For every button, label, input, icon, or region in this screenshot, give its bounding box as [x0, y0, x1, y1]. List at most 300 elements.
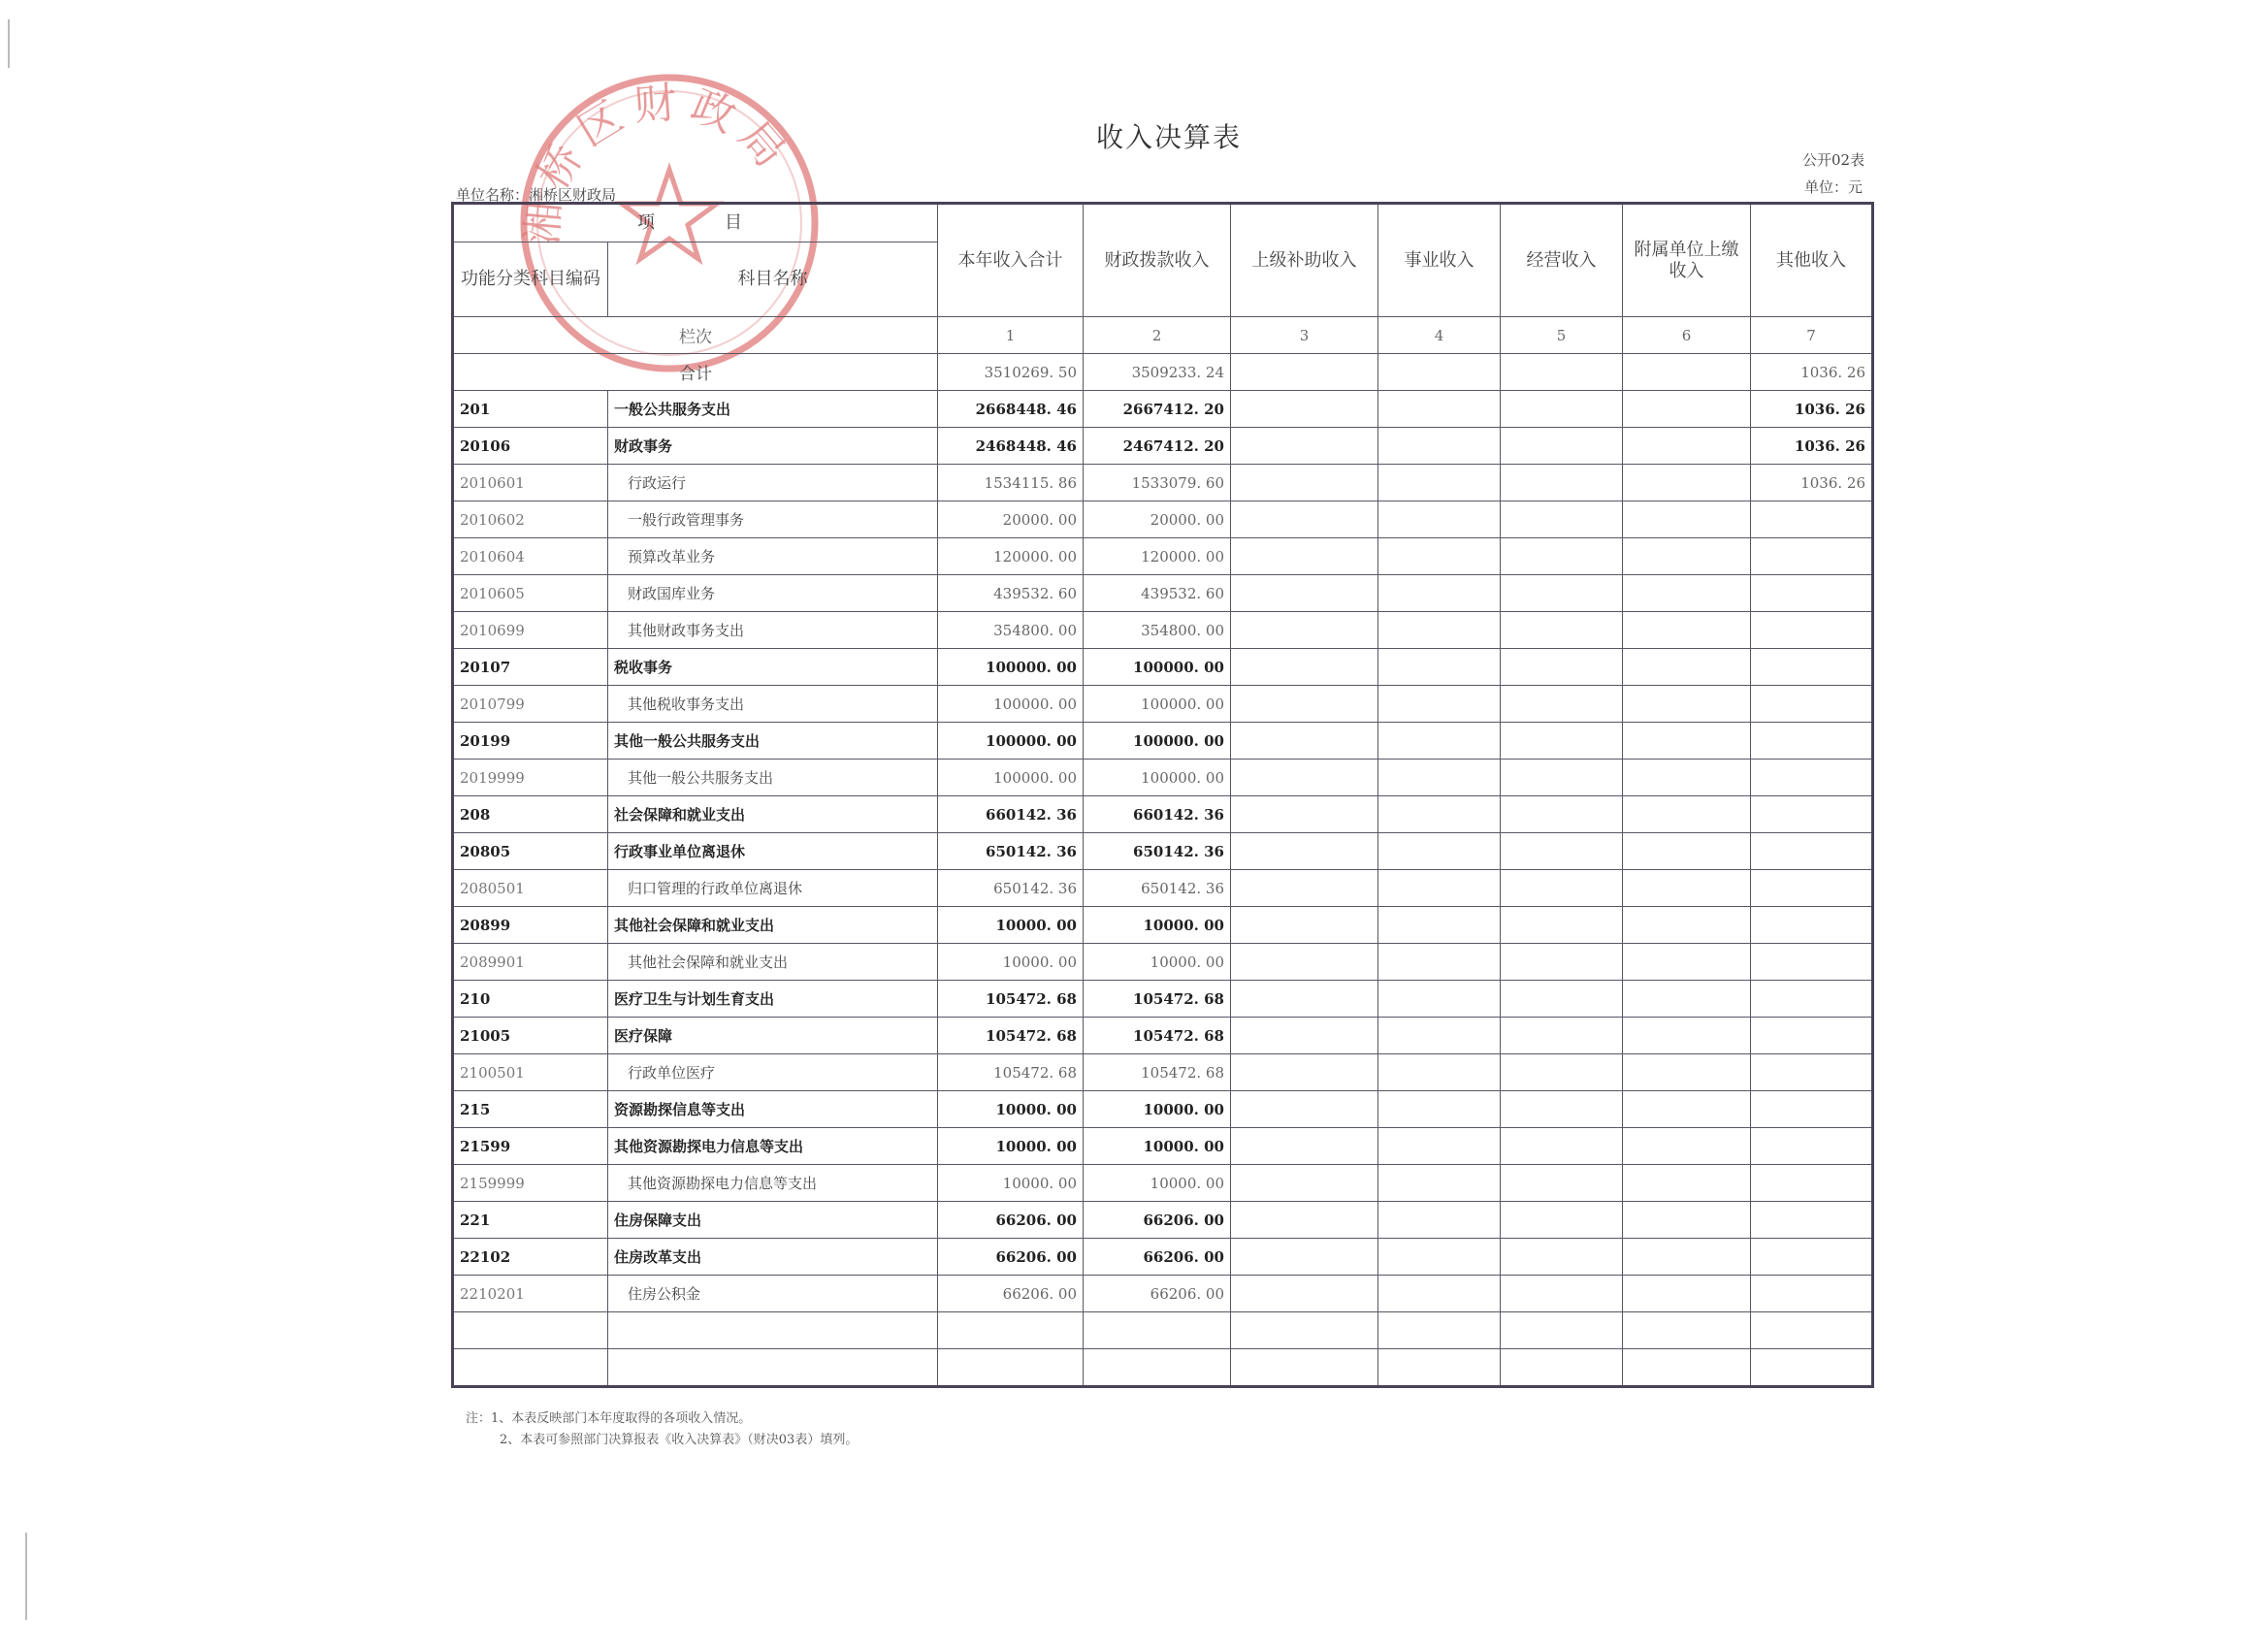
empty-row: [453, 1349, 1873, 1387]
row-v2: 650142. 36: [1084, 833, 1231, 870]
row-v5: [1501, 1276, 1623, 1312]
row-v5: [1501, 1054, 1623, 1091]
row-v7: [1751, 723, 1873, 760]
table-row: [453, 428, 1873, 465]
row-v5: [1501, 501, 1623, 538]
row-v7: [1751, 907, 1873, 944]
row-v3: [1231, 391, 1378, 428]
row-v2: 439532. 60: [1084, 575, 1231, 612]
row-v6: [1623, 465, 1751, 501]
row-v6: [1623, 1276, 1751, 1312]
row-v7: [1751, 1165, 1873, 1202]
row-v4: [1378, 686, 1501, 723]
row-v7: [1751, 501, 1873, 538]
row-v6: [1623, 833, 1751, 870]
row-code: 2010605: [453, 575, 608, 612]
row-code: 21005: [453, 1018, 608, 1054]
total-v7: 1036. 26: [1751, 354, 1873, 391]
row-v2: 66206. 00: [1084, 1239, 1231, 1276]
row-v2: 2467412. 20: [1084, 428, 1231, 465]
col-num: 7: [1751, 317, 1873, 354]
row-name: 预算改革业务: [608, 538, 938, 575]
row-v6: [1623, 612, 1751, 649]
row-v3: [1231, 796, 1378, 833]
row-v4: [1378, 428, 1501, 465]
row-v1: 105472. 68: [938, 1054, 1084, 1091]
row-name: 税收事务: [608, 649, 938, 686]
row-v5: [1501, 649, 1623, 686]
row-v3: [1231, 833, 1378, 870]
row-name: 其他财政事务支出: [608, 612, 938, 649]
row-v2: 1533079. 60: [1084, 465, 1231, 501]
row-v2: 66206. 00: [1084, 1202, 1231, 1239]
row-code: 2159999: [453, 1165, 608, 1202]
col-num: 2: [1084, 317, 1231, 354]
scan-artifact: [8, 19, 10, 68]
row-v7: [1751, 649, 1873, 686]
row-v3: [1231, 1165, 1378, 1202]
row-v7: [1751, 944, 1873, 981]
total-v3: [1231, 354, 1378, 391]
row-code: 208: [453, 796, 608, 833]
row-v3: [1231, 907, 1378, 944]
row-v1: 100000. 00: [938, 723, 1084, 760]
row-code: 221: [453, 1202, 608, 1239]
row-code: 20805: [453, 833, 608, 870]
table-row: [453, 833, 1873, 870]
table-row: [453, 649, 1873, 686]
table-row: [453, 907, 1873, 944]
row-v4: [1378, 907, 1501, 944]
row-v5: [1501, 391, 1623, 428]
row-v1: 1534115. 86: [938, 465, 1084, 501]
row-v6: [1623, 391, 1751, 428]
row-name: 财政国库业务: [608, 575, 938, 612]
row-v5: [1501, 796, 1623, 833]
empty-cell: [453, 1349, 608, 1387]
row-v1: 100000. 00: [938, 760, 1084, 796]
row-code: 22102: [453, 1239, 608, 1276]
table-row: [453, 796, 1873, 833]
row-v5: [1501, 723, 1623, 760]
row-v1: 10000. 00: [938, 1165, 1084, 1202]
row-v1: 10000. 00: [938, 1091, 1084, 1128]
row-v2: 10000. 00: [1084, 1091, 1231, 1128]
row-v4: [1378, 723, 1501, 760]
empty-cell: [1501, 1312, 1623, 1349]
row-name: 其他一般公共服务支出: [608, 760, 938, 796]
row-v4: [1378, 981, 1501, 1018]
page-title: 收入决算表: [1096, 121, 1243, 153]
row-v5: [1501, 907, 1623, 944]
row-v5: [1501, 1091, 1623, 1128]
row-name: 社会保障和就业支出: [608, 796, 938, 833]
row-v1: 650142. 36: [938, 833, 1084, 870]
row-v1: 66206. 00: [938, 1239, 1084, 1276]
row-v3: [1231, 1202, 1378, 1239]
row-v2: 105472. 68: [1084, 1054, 1231, 1091]
row-v3: [1231, 1091, 1378, 1128]
col-header-4: 事业收入: [1378, 204, 1501, 317]
row-v5: [1501, 944, 1623, 981]
row-v3: [1231, 1018, 1378, 1054]
empty-cell: [608, 1312, 938, 1349]
note-1: 注：1、本表反映部门本年度取得的各项收入情况。: [466, 1411, 752, 1426]
row-code: 2210201: [453, 1276, 608, 1312]
row-v1: 2468448. 46: [938, 428, 1084, 465]
row-v2: 100000. 00: [1084, 649, 1231, 686]
row-v6: [1623, 723, 1751, 760]
row-v2: 20000. 00: [1084, 501, 1231, 538]
empty-cell: [938, 1349, 1084, 1387]
row-v2: 100000. 00: [1084, 760, 1231, 796]
row-v4: [1378, 1054, 1501, 1091]
row-name: 其他资源勘探电力信息等支出: [608, 1165, 938, 1202]
row-v1: 10000. 00: [938, 1128, 1084, 1165]
row-v3: [1231, 1239, 1378, 1276]
table-row: [453, 981, 1873, 1018]
row-v6: [1623, 760, 1751, 796]
currency-unit: 单位：元: [1804, 178, 1863, 196]
row-v7: [1751, 1128, 1873, 1165]
table-row: [453, 538, 1873, 575]
row-v4: [1378, 1091, 1501, 1128]
row-v7: [1751, 760, 1873, 796]
row-v3: [1231, 1276, 1378, 1312]
row-v7: [1751, 1018, 1873, 1054]
row-code: 21599: [453, 1128, 608, 1165]
total-row: [453, 354, 1873, 391]
table-row: [453, 686, 1873, 723]
row-v6: [1623, 1165, 1751, 1202]
row-label: 栏次: [453, 317, 938, 354]
row-v5: [1501, 870, 1623, 907]
row-v1: 100000. 00: [938, 686, 1084, 723]
table-row: [453, 723, 1873, 760]
row-v1: 10000. 00: [938, 944, 1084, 981]
row-v3: [1231, 1128, 1378, 1165]
empty-cell: [1501, 1349, 1623, 1387]
row-name: 医疗卫生与计划生育支出: [608, 981, 938, 1018]
empty-cell: [1084, 1349, 1231, 1387]
row-v7: [1751, 1276, 1873, 1312]
row-v5: [1501, 428, 1623, 465]
row-v6: [1623, 1091, 1751, 1128]
row-name: 其他社会保障和就业支出: [608, 907, 938, 944]
code-header: 功能分类科目编码: [453, 242, 608, 317]
row-name: 住房改革支出: [608, 1239, 938, 1276]
col-header-3: 上级补助收入: [1231, 204, 1378, 317]
row-v1: 660142. 36: [938, 796, 1084, 833]
income-statement-table: [451, 202, 1874, 1388]
row-v3: [1231, 760, 1378, 796]
row-v1: 105472. 68: [938, 1018, 1084, 1054]
row-v6: [1623, 870, 1751, 907]
row-code: 2010699: [453, 612, 608, 649]
table-row: [453, 1091, 1873, 1128]
row-name: 资源勘探信息等支出: [608, 1091, 938, 1128]
row-v6: [1623, 1239, 1751, 1276]
col-header-6: 附属单位上缴收入: [1623, 204, 1751, 317]
name-header: 科目名称: [608, 242, 938, 317]
empty-cell: [1084, 1312, 1231, 1349]
table-row: [453, 760, 1873, 796]
row-v3: [1231, 575, 1378, 612]
empty-cell: [453, 1312, 608, 1349]
row-v5: [1501, 575, 1623, 612]
row-code: 2080501: [453, 870, 608, 907]
row-v6: [1623, 686, 1751, 723]
col-num: 4: [1378, 317, 1501, 354]
total-v1: 3510269. 50: [938, 354, 1084, 391]
row-v4: [1378, 796, 1501, 833]
empty-cell: [1378, 1312, 1501, 1349]
row-v5: [1501, 538, 1623, 575]
table-row: [453, 1018, 1873, 1054]
row-v1: 10000. 00: [938, 907, 1084, 944]
row-v7: [1751, 981, 1873, 1018]
table-row: [453, 1202, 1873, 1239]
row-v7: 1036. 26: [1751, 428, 1873, 465]
row-code: 2010604: [453, 538, 608, 575]
row-v4: [1378, 1276, 1501, 1312]
row-v4: [1378, 870, 1501, 907]
col-header-7: 其他收入: [1751, 204, 1873, 317]
row-code: 20107: [453, 649, 608, 686]
row-code: 2019999: [453, 760, 608, 796]
row-v6: [1623, 575, 1751, 612]
row-v3: [1231, 944, 1378, 981]
row-v3: [1231, 538, 1378, 575]
row-v6: [1623, 1018, 1751, 1054]
row-v7: 1036. 26: [1751, 391, 1873, 428]
row-code: 2089901: [453, 944, 608, 981]
row-v2: 10000. 00: [1084, 1128, 1231, 1165]
empty-cell: [938, 1312, 1084, 1349]
table-row: [453, 465, 1873, 501]
row-code: 2010602: [453, 501, 608, 538]
row-v5: [1501, 1165, 1623, 1202]
row-v4: [1378, 760, 1501, 796]
row-name: 行政单位医疗: [608, 1054, 938, 1091]
col-num: 6: [1623, 317, 1751, 354]
row-code: 215: [453, 1091, 608, 1128]
svg-text:湘桥区财政局: 湘桥区财政局: [517, 77, 801, 247]
row-v2: 120000. 00: [1084, 538, 1231, 575]
col-num: 5: [1501, 317, 1623, 354]
row-v5: [1501, 833, 1623, 870]
row-v7: [1751, 686, 1873, 723]
row-v6: [1623, 981, 1751, 1018]
row-v3: [1231, 465, 1378, 501]
row-v4: [1378, 501, 1501, 538]
row-v7: [1751, 575, 1873, 612]
row-v5: [1501, 1128, 1623, 1165]
row-name: 医疗保障: [608, 1018, 938, 1054]
row-v4: [1378, 1239, 1501, 1276]
form-number: 公开02表: [1802, 151, 1865, 169]
row-v4: [1378, 575, 1501, 612]
row-v1: 2668448. 46: [938, 391, 1084, 428]
row-v1: 100000. 00: [938, 649, 1084, 686]
row-name: 住房保障支出: [608, 1202, 938, 1239]
footnotes: [466, 1408, 858, 1451]
row-code: 20899: [453, 907, 608, 944]
table-row: [453, 944, 1873, 981]
row-v6: [1623, 907, 1751, 944]
row-v1: 650142. 36: [938, 870, 1084, 907]
row-v4: [1378, 649, 1501, 686]
row-code: 2100501: [453, 1054, 608, 1091]
project-header: 项 目: [453, 204, 938, 242]
row-v7: [1751, 1202, 1873, 1239]
row-code: 2010799: [453, 686, 608, 723]
total-v6: [1623, 354, 1751, 391]
row-v3: [1231, 612, 1378, 649]
row-v1: 20000. 00: [938, 501, 1084, 538]
row-v2: 660142. 36: [1084, 796, 1231, 833]
row-v2: 66206. 00: [1084, 1276, 1231, 1312]
row-code: 20106: [453, 428, 608, 465]
table-row: [453, 1239, 1873, 1276]
row-v7: [1751, 1091, 1873, 1128]
empty-cell: [1751, 1349, 1873, 1387]
row-name: 归口管理的行政单位离退休: [608, 870, 938, 907]
row-code: 201: [453, 391, 608, 428]
table-row: [453, 501, 1873, 538]
row-name: 行政事业单位离退休: [608, 833, 938, 870]
row-v4: [1378, 391, 1501, 428]
col-num: 3: [1231, 317, 1378, 354]
row-v2: 100000. 00: [1084, 723, 1231, 760]
row-v7: [1751, 796, 1873, 833]
empty-row: [453, 1312, 1873, 1349]
row-v6: [1623, 1128, 1751, 1165]
row-v7: [1751, 612, 1873, 649]
row-v7: [1751, 870, 1873, 907]
empty-cell: [608, 1349, 938, 1387]
row-v6: [1623, 649, 1751, 686]
row-name: 其他资源勘探电力信息等支出: [608, 1128, 938, 1165]
row-v1: 105472. 68: [938, 981, 1084, 1018]
col-num: 1: [938, 317, 1084, 354]
table-row: [453, 1128, 1873, 1165]
row-v4: [1378, 1165, 1501, 1202]
row-v1: 354800. 00: [938, 612, 1084, 649]
row-v5: [1501, 686, 1623, 723]
row-name: 其他税收事务支出: [608, 686, 938, 723]
row-v6: [1623, 538, 1751, 575]
empty-cell: [1231, 1349, 1378, 1387]
row-name: 行政运行: [608, 465, 938, 501]
row-v6: [1623, 796, 1751, 833]
empty-cell: [1231, 1312, 1378, 1349]
row-v7: [1751, 833, 1873, 870]
row-v7: [1751, 538, 1873, 575]
empty-cell: [1623, 1312, 1751, 1349]
row-name: 财政事务: [608, 428, 938, 465]
row-v3: [1231, 501, 1378, 538]
row-code: 20199: [453, 723, 608, 760]
row-name: 一般行政管理事务: [608, 501, 938, 538]
row-v2: 650142. 36: [1084, 870, 1231, 907]
header-row-1: [453, 204, 1873, 242]
row-v6: [1623, 428, 1751, 465]
row-code: 2010601: [453, 465, 608, 501]
column-number-row: [453, 317, 1873, 354]
row-v4: [1378, 1018, 1501, 1054]
total-v2: 3509233. 24: [1084, 354, 1231, 391]
row-v2: 100000. 00: [1084, 686, 1231, 723]
row-v3: [1231, 1054, 1378, 1091]
row-v4: [1378, 612, 1501, 649]
row-v4: [1378, 833, 1501, 870]
row-v1: 439532. 60: [938, 575, 1084, 612]
row-v3: [1231, 428, 1378, 465]
row-v2: 10000. 00: [1084, 1165, 1231, 1202]
row-name: 住房公积金: [608, 1276, 938, 1312]
row-name: 其他社会保障和就业支出: [608, 944, 938, 981]
scan-artifact: [25, 1533, 27, 1620]
table-row: [453, 575, 1873, 612]
row-v5: [1501, 465, 1623, 501]
row-v2: 354800. 00: [1084, 612, 1231, 649]
table-row: [453, 612, 1873, 649]
row-v5: [1501, 760, 1623, 796]
row-v5: [1501, 1018, 1623, 1054]
total-label: 合计: [453, 354, 938, 391]
row-name: 一般公共服务支出: [608, 391, 938, 428]
row-v1: 66206. 00: [938, 1276, 1084, 1312]
row-v3: [1231, 981, 1378, 1018]
table-row: [453, 1276, 1873, 1312]
note-2: 2、本表可参照部门决算报表《收入决算表》（财决03表）填列。: [500, 1433, 859, 1447]
table-row: [453, 391, 1873, 428]
row-v7: 1036. 26: [1751, 465, 1873, 501]
table-row: [453, 1165, 1873, 1202]
row-v2: 105472. 68: [1084, 981, 1231, 1018]
row-v2: 10000. 00: [1084, 944, 1231, 981]
row-v4: [1378, 465, 1501, 501]
row-v3: [1231, 686, 1378, 723]
row-v5: [1501, 612, 1623, 649]
empty-cell: [1623, 1349, 1751, 1387]
row-v7: [1751, 1239, 1873, 1276]
empty-cell: [1378, 1349, 1501, 1387]
row-v2: 2667412. 20: [1084, 391, 1231, 428]
row-v3: [1231, 723, 1378, 760]
row-v6: [1623, 944, 1751, 981]
row-v4: [1378, 1128, 1501, 1165]
row-v2: 10000. 00: [1084, 907, 1231, 944]
row-name: 其他一般公共服务支出: [608, 723, 938, 760]
row-v1: 66206. 00: [938, 1202, 1084, 1239]
row-v5: [1501, 1202, 1623, 1239]
table-row: [453, 1054, 1873, 1091]
row-v5: [1501, 1239, 1623, 1276]
row-v6: [1623, 501, 1751, 538]
empty-cell: [1751, 1312, 1873, 1349]
row-v2: 105472. 68: [1084, 1018, 1231, 1054]
unit-name: 单位名称：湘桥区财政局: [456, 186, 617, 204]
row-v5: [1501, 981, 1623, 1018]
row-v6: [1623, 1054, 1751, 1091]
row-code: 210: [453, 981, 608, 1018]
total-v4: [1378, 354, 1501, 391]
col-header-2: 财政拨款收入: [1084, 204, 1231, 317]
row-v7: [1751, 1054, 1873, 1091]
row-v3: [1231, 649, 1378, 686]
